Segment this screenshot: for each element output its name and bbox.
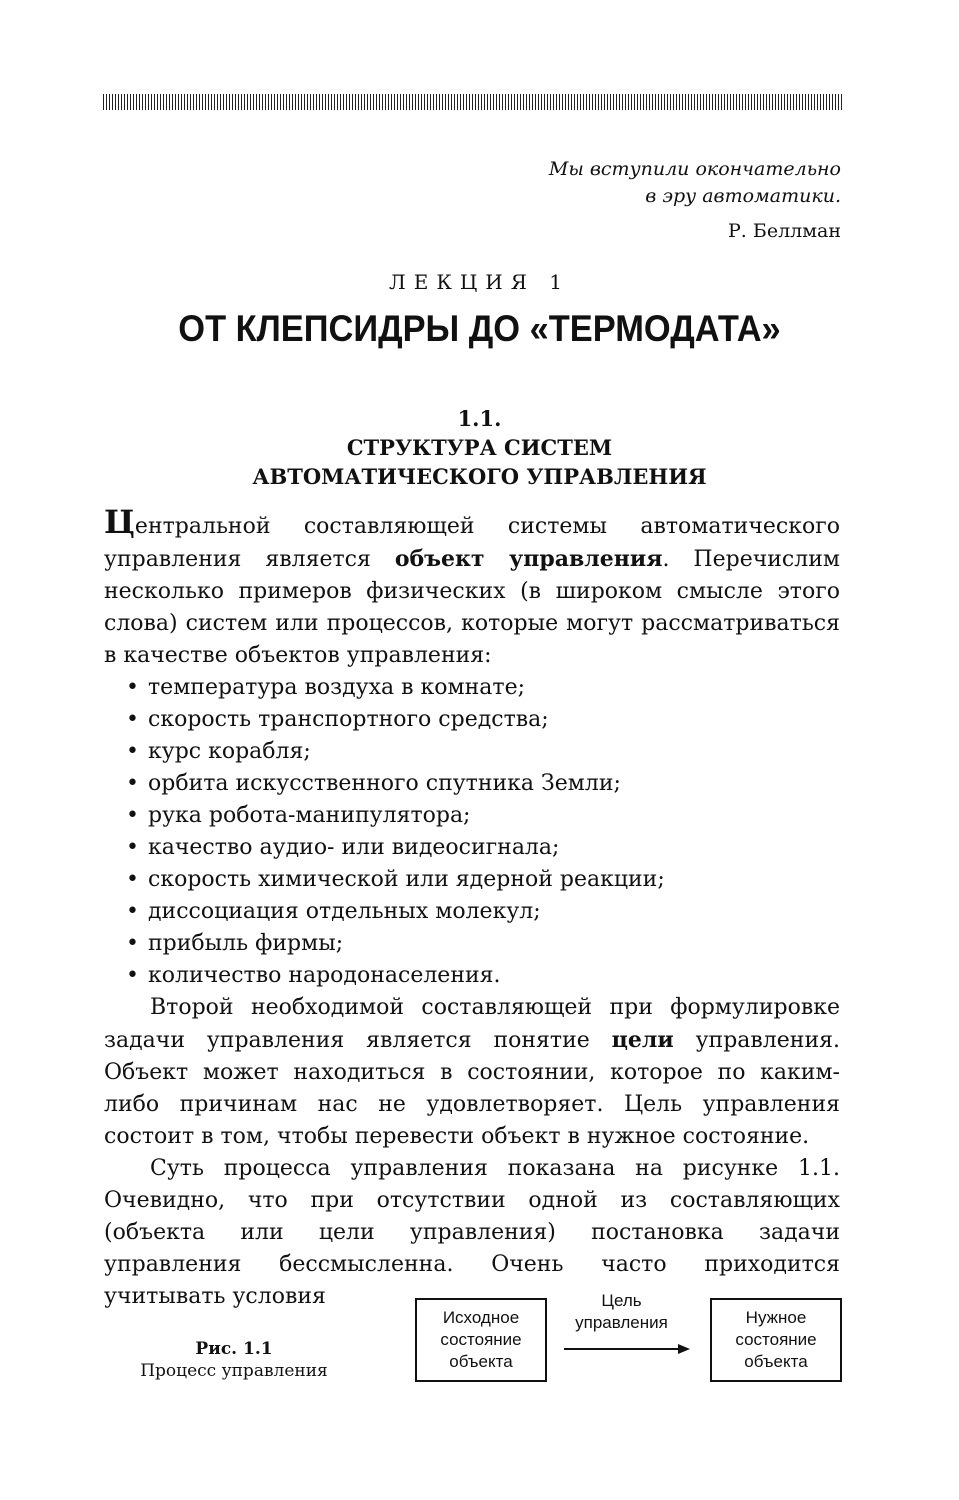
lecture-label: ЛЕКЦИЯ 1 <box>389 270 570 294</box>
list-item: • диссоциация отдельных молекул; <box>126 896 840 928</box>
paragraph-2-text-b: управления. Объект может находиться в состоянии, которое по каким-либо причинам нас не удовлетворяет. Цель управления состоит в том, чтобы перевести объект в нужное состояние. <box>104 1028 840 1149</box>
list-item: • курс корабля; <box>126 736 840 768</box>
section-number: 1.1. <box>457 406 502 431</box>
list-item: • температура воздуха в комнате; <box>126 672 840 704</box>
epigraph-line-2: в эру автоматики. <box>645 185 841 207</box>
figure-caption <box>104 1338 364 1382</box>
paragraph-1-bold: объект управления <box>394 546 663 572</box>
list-item: • количество народонаселения. <box>126 960 840 992</box>
paragraph-1-text-a: ентральной составляющей системы автоматического управления является <box>104 514 840 572</box>
control-goal-label: Цель управления <box>575 1291 668 1332</box>
section-title-line-1: СТРУКТУРА СИСТЕМ <box>346 435 613 460</box>
paragraph-2 <box>104 992 840 1153</box>
paragraph-3: Суть процесса управления показана на рисунке 1.1. Очевидно, что при отсутствии одной из составляющих (объекта или цели управления) постановка задачи управления бессмысленна. Очень часто приходится учитывать условия <box>104 1156 840 1309</box>
paragraph-1-text-b: . Перечислим несколько примеров физических (в широком смысле этого слова) систем или процессов, которые могут рассматриваться в качестве объектов управления: <box>104 547 840 668</box>
figure-1-1 <box>104 1290 844 1400</box>
target-state-label: Нужное состояние объекта <box>735 1308 817 1371</box>
list-item: • рука робота-манипулятора; <box>126 800 840 832</box>
epigraph-author: Р. Беллман <box>728 220 841 242</box>
figure-number: Рис. 1.1 <box>195 1339 273 1359</box>
target-state-box <box>710 1298 842 1382</box>
arrow-right-icon <box>564 1342 692 1356</box>
list-item: • скорость химической или ядерной реакции; <box>126 864 840 896</box>
paragraph-1 <box>104 503 840 672</box>
epigraph <box>549 156 841 245</box>
examples-list <box>104 672 840 992</box>
paragraph-2-text-a: Второй необходимой составляющей при формулировке задачи управления является понятие <box>104 995 840 1053</box>
section-heading <box>0 404 959 491</box>
paragraph-2-bold: цели <box>611 1027 674 1053</box>
lecture-title: ОТ КЛЕПСИДРЫ ДО «ТЕРМОДАТА» <box>178 308 781 349</box>
list-item: • орбита искусственного спутника Земли; <box>126 768 840 800</box>
section-title-line-2: АВТОМАТИЧЕСКОГО УПРАВЛЕНИЯ <box>252 464 707 489</box>
list-item: • прибыль фирмы; <box>126 928 840 960</box>
figure-caption-text: Процесс управления <box>140 1361 328 1381</box>
epigraph-line-1: Мы вступили окончательно <box>548 158 841 180</box>
list-item: • качество аудио- или видеосигнала; <box>126 832 840 864</box>
drop-cap: Ц <box>104 503 135 541</box>
list-item: • скорость транспортного средства; <box>126 704 840 736</box>
initial-state-label: Исходное состояние объекта <box>440 1308 522 1371</box>
header-rule <box>103 94 842 110</box>
body-text <box>104 503 840 1313</box>
initial-state-box <box>415 1298 547 1382</box>
